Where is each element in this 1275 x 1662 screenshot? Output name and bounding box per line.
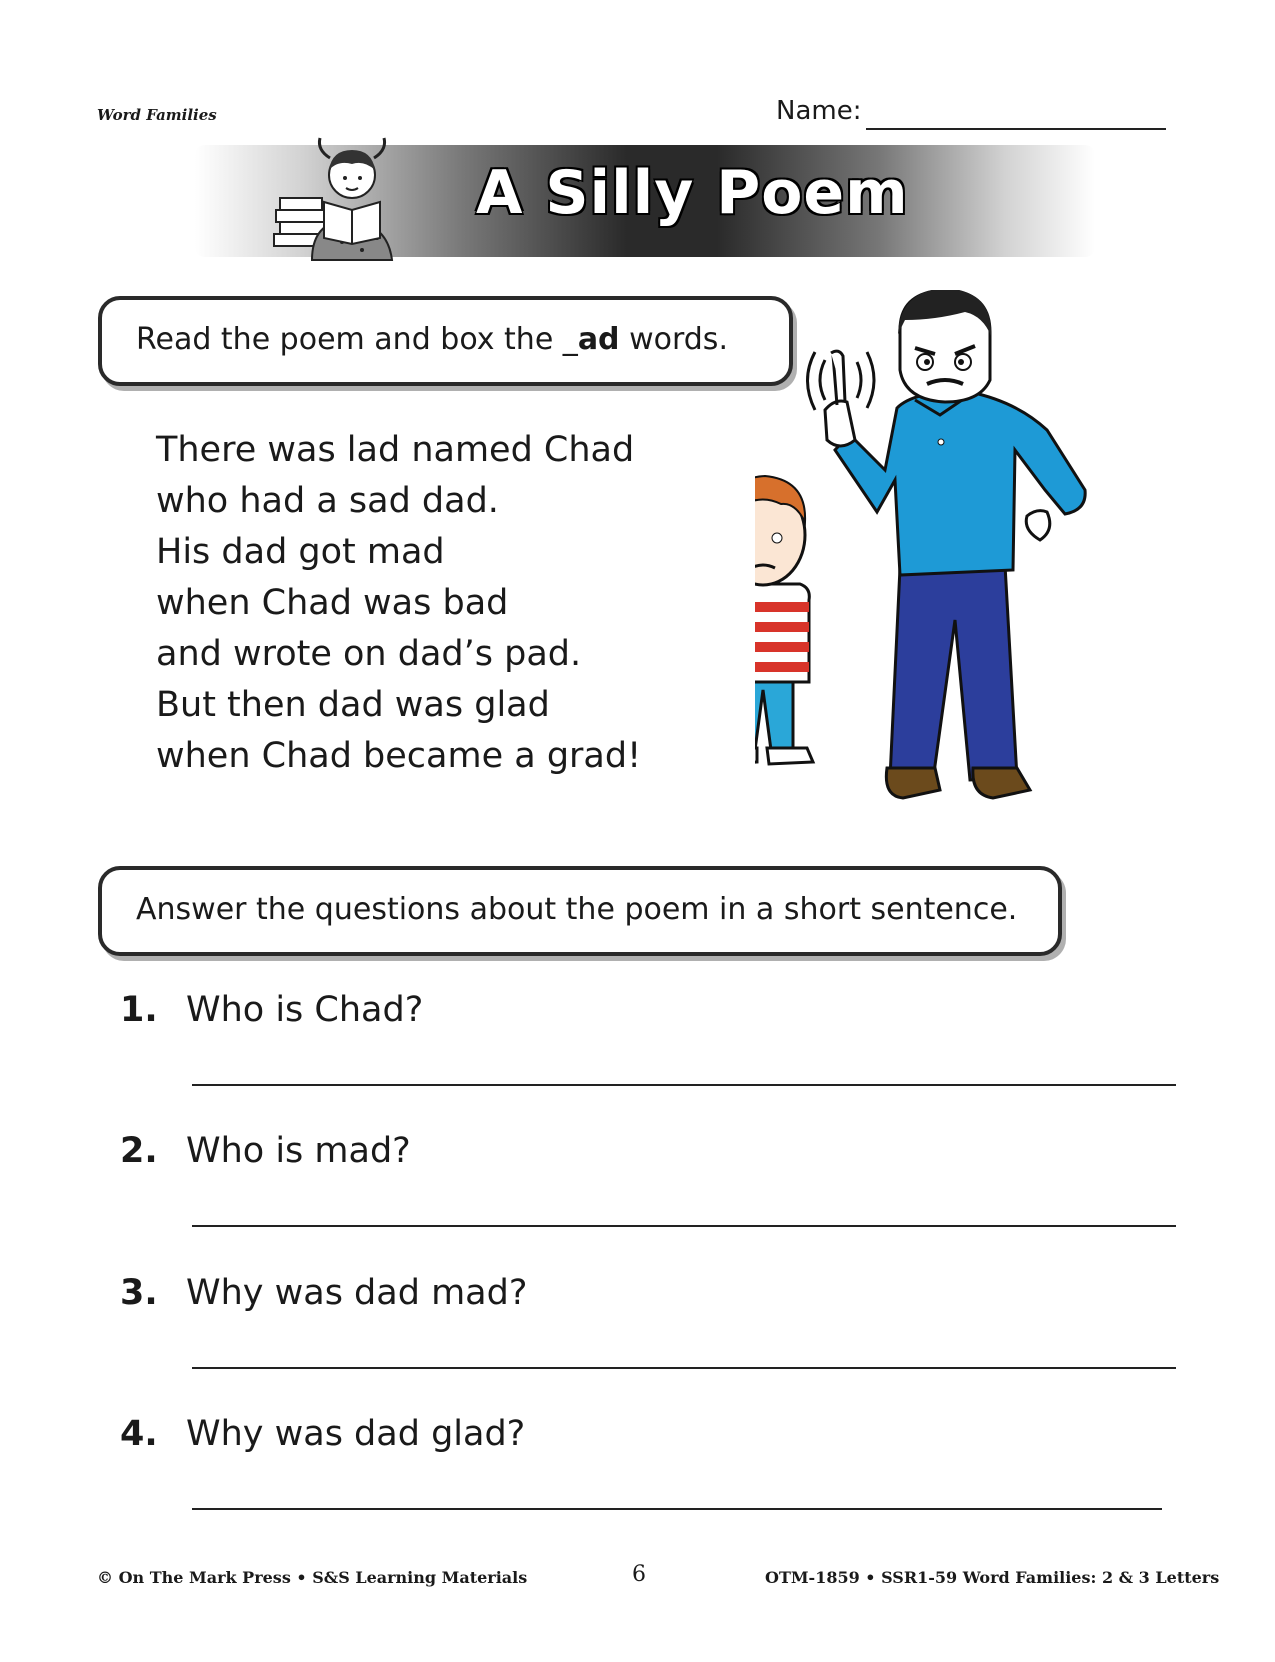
answer-line-2[interactable] xyxy=(192,1225,1176,1227)
footer-copyright: © On The Mark Press • S&S Learning Materials xyxy=(97,1568,528,1587)
poem xyxy=(156,425,641,782)
question-4 xyxy=(120,1414,525,1454)
poem-line: His dad got mad xyxy=(156,532,445,572)
answer-line-3[interactable] xyxy=(192,1367,1176,1369)
question-number: 1. xyxy=(120,990,158,1030)
instruction-1-bold: ad xyxy=(577,322,620,357)
footer-product-code: OTM-1859 • SSR1-59 Word Families: 2 & 3 Letters xyxy=(765,1568,1220,1587)
question-2 xyxy=(120,1131,411,1171)
question-number: 2. xyxy=(120,1131,158,1171)
boy-figure xyxy=(755,476,813,764)
question-text: Who is Chad? xyxy=(186,990,424,1030)
page-title: A Silly Poem xyxy=(476,158,909,228)
poem-line: when Chad was bad xyxy=(156,583,509,623)
father-figure xyxy=(808,290,1086,798)
name-label: Name: xyxy=(776,96,862,126)
question-number: 3. xyxy=(120,1273,158,1313)
girl-reading-illustration xyxy=(272,130,422,265)
question-number: 4. xyxy=(120,1414,158,1454)
poem-line: But then dad was glad xyxy=(156,685,550,725)
name-line[interactable] xyxy=(866,128,1166,130)
question-text: Why was dad glad? xyxy=(186,1414,526,1454)
angry-father-and-boy-illustration xyxy=(755,290,1155,830)
poem-line: when Chad became a grad! xyxy=(156,736,642,776)
poem-line: and wrote on dad’s pad. xyxy=(156,634,582,674)
instruction-2-text: Answer the questions about the poem in a short sentence. xyxy=(136,892,1018,927)
page-number: 6 xyxy=(632,1562,646,1587)
instruction-1-after: words. xyxy=(619,322,728,357)
answer-line-4[interactable] xyxy=(192,1508,1162,1510)
instruction-box-2 xyxy=(98,866,1062,956)
question-3 xyxy=(120,1273,527,1313)
instruction-box-1 xyxy=(98,296,793,386)
question-text: Why was dad mad? xyxy=(186,1273,528,1313)
question-1 xyxy=(120,990,423,1030)
section-label: Word Families xyxy=(97,106,217,124)
answer-line-1[interactable] xyxy=(192,1084,1176,1086)
instruction-1-text: Read the poem and box the _ xyxy=(136,322,578,357)
poem-line: There was lad named Chad xyxy=(156,430,635,470)
question-text: Who is mad? xyxy=(186,1131,411,1171)
poem-line: who had a sad dad. xyxy=(156,481,499,521)
